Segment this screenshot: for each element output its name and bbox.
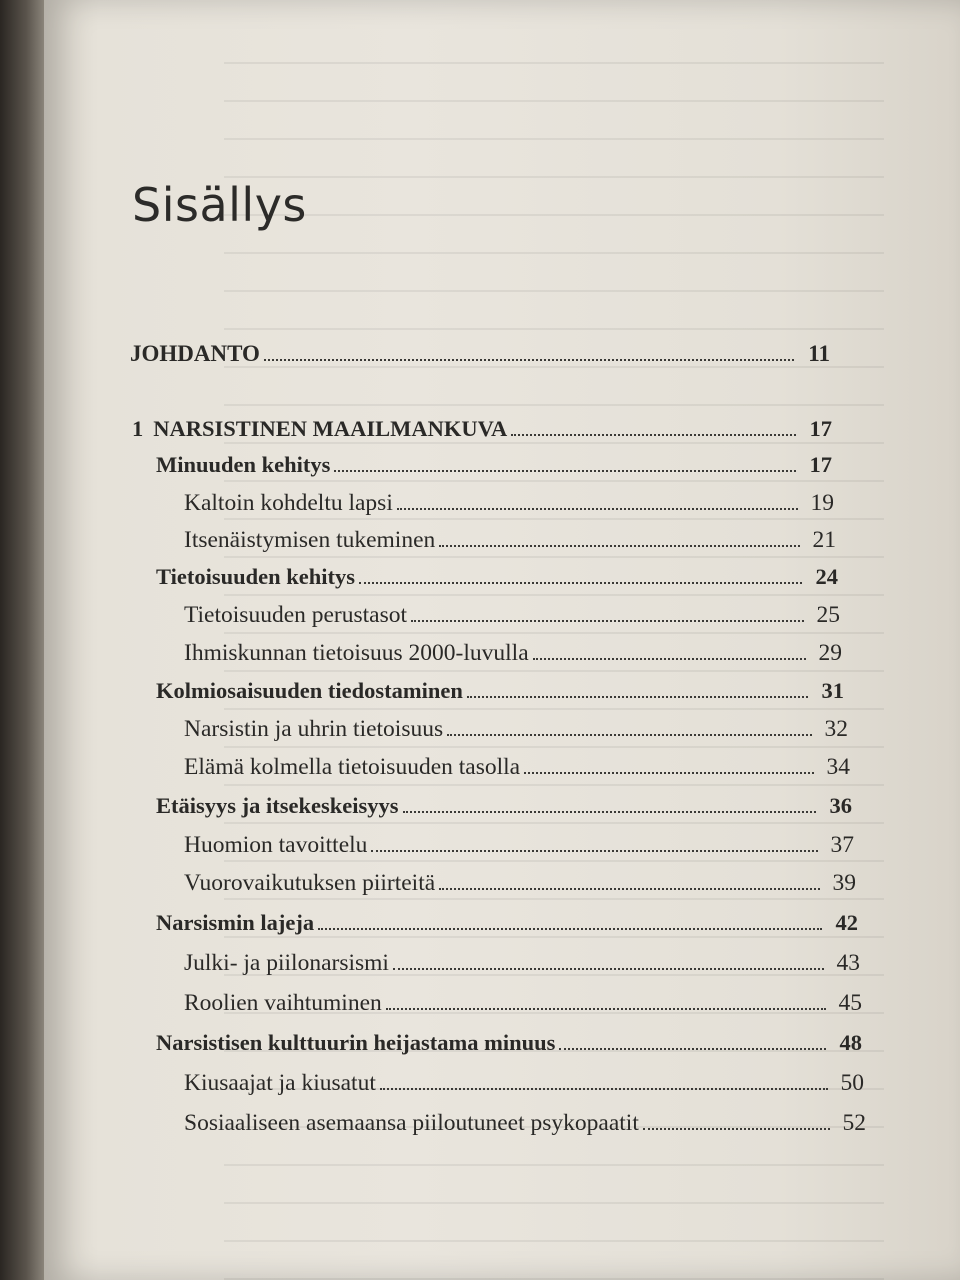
- toc-entry-page: 19: [810, 490, 834, 516]
- toc-entry-label: Kolmiosaisuuden tiedostaminen: [156, 678, 463, 703]
- toc-entry-section: [156, 793, 852, 819]
- dot-leader: [439, 888, 820, 890]
- toc-entry-section: [156, 678, 844, 704]
- dot-leader: [371, 850, 818, 852]
- dot-leader: [511, 434, 796, 436]
- toc-entry-page: 42: [835, 910, 858, 935]
- toc-entry-subsection: [184, 1070, 864, 1097]
- toc-entry-page: 36: [829, 793, 852, 818]
- toc-entry-subsection: [184, 716, 848, 743]
- dot-leader: [397, 508, 798, 510]
- chapter-number: 1: [132, 416, 144, 441]
- toc-entry-page: 17: [809, 452, 832, 477]
- toc-entry-subsection: [184, 640, 842, 667]
- dot-leader: [264, 359, 794, 361]
- toc-entry-johdanto: [130, 341, 830, 367]
- toc-entry-subsection: [184, 990, 862, 1017]
- toc-entry-page: 25: [816, 602, 840, 628]
- toc-entry-label: Kaltoin kohdeltu lapsi: [184, 490, 393, 516]
- dot-leader: [559, 1048, 826, 1050]
- dot-leader: [467, 696, 808, 698]
- toc-entry-section: [156, 1030, 862, 1056]
- toc-entry-label: Julki- ja piilonarsismi: [184, 950, 389, 976]
- toc-entry-subsection: [184, 602, 840, 629]
- toc-entry-page: 24: [815, 564, 838, 589]
- dot-leader: [334, 470, 796, 472]
- toc-entry-label: Ihmiskunnan tietoisuus 2000-luvulla: [184, 640, 529, 666]
- dot-leader: [386, 1008, 826, 1010]
- toc-entry-page: 48: [839, 1030, 862, 1055]
- toc-entry-section: [156, 910, 858, 936]
- toc-entry-page: 34: [826, 754, 850, 780]
- dot-leader: [318, 928, 822, 930]
- toc-entry-label: Tietoisuuden kehitys: [156, 564, 356, 589]
- dot-leader: [524, 772, 814, 774]
- toc-entry-page: 37: [830, 832, 854, 858]
- toc-entry-subsection: [184, 870, 856, 897]
- toc-entry-label: Huomion tavoittelu: [184, 832, 368, 858]
- dot-leader: [643, 1128, 830, 1130]
- toc-entry-label: Minuuden kehitys: [156, 452, 331, 477]
- dot-leader: [393, 968, 824, 970]
- toc-entry-label: Vuorovaikutuksen piirteitä: [184, 870, 436, 896]
- toc-entry-page: 29: [818, 640, 842, 666]
- toc-entry-page: 31: [821, 678, 844, 703]
- dot-leader: [403, 811, 816, 813]
- toc-entry-section: [156, 452, 832, 478]
- toc-entry-subsection: [184, 832, 854, 859]
- toc-entry-label: Narsismin lajeja: [156, 910, 315, 935]
- toc-entry-label: Sosiaaliseen asemaansa piiloutuneet psykopaatit: [184, 1110, 639, 1136]
- toc-entry-label: Narsistin ja uhrin tietoisuus: [184, 716, 444, 742]
- toc-entry-page: 50: [840, 1070, 864, 1096]
- toc-entry-subsection: [184, 754, 850, 781]
- toc-entry-label: Itsenäistymisen tukeminen: [184, 527, 436, 553]
- toc-entry-subsection: [184, 1110, 866, 1137]
- dot-leader: [439, 545, 800, 547]
- chapter-title: NARSISTINEN MAAILMANKUVA: [153, 416, 508, 441]
- toc-entry-page: 45: [838, 990, 862, 1016]
- toc-entry-section: [156, 564, 838, 590]
- toc-entry-subsection: [184, 527, 836, 554]
- toc-entry-label: [132, 416, 507, 442]
- dot-leader: [359, 582, 802, 584]
- dot-leader: [380, 1088, 828, 1090]
- toc-entry-page: 11: [808, 341, 830, 366]
- toc-entry-subsection: [184, 950, 860, 977]
- toc-entry-page: 43: [836, 950, 860, 976]
- dot-leader: [533, 658, 806, 660]
- toc-entry-label: Etäisyys ja itsekeskeisyys: [156, 793, 399, 818]
- toc-entry-page: 39: [832, 870, 856, 896]
- dot-leader: [447, 734, 812, 736]
- toc-entry-label: Elämä kolmella tietoisuuden tasolla: [184, 754, 521, 780]
- toc-entry-label: Kiusaajat ja kiusatut: [184, 1070, 376, 1096]
- toc-entry-label: Tietoisuuden perustasot: [184, 602, 408, 628]
- dot-leader: [411, 620, 804, 622]
- toc-entry-page: 32: [824, 716, 848, 742]
- toc-entry-label: Roolien vaihtuminen: [184, 990, 382, 1016]
- toc-entry-page: 21: [812, 527, 836, 553]
- toc-entry-chapter-1: [132, 416, 832, 442]
- page-title: Sisällys: [132, 178, 307, 232]
- toc-entry-label: JOHDANTO: [130, 341, 260, 366]
- toc-entry-page: 52: [842, 1110, 866, 1136]
- toc-entry-subsection: [184, 490, 834, 517]
- toc-entry-label: Narsistisen kulttuurin heijastama minuus: [156, 1030, 556, 1055]
- toc-entry-page: 17: [809, 416, 832, 441]
